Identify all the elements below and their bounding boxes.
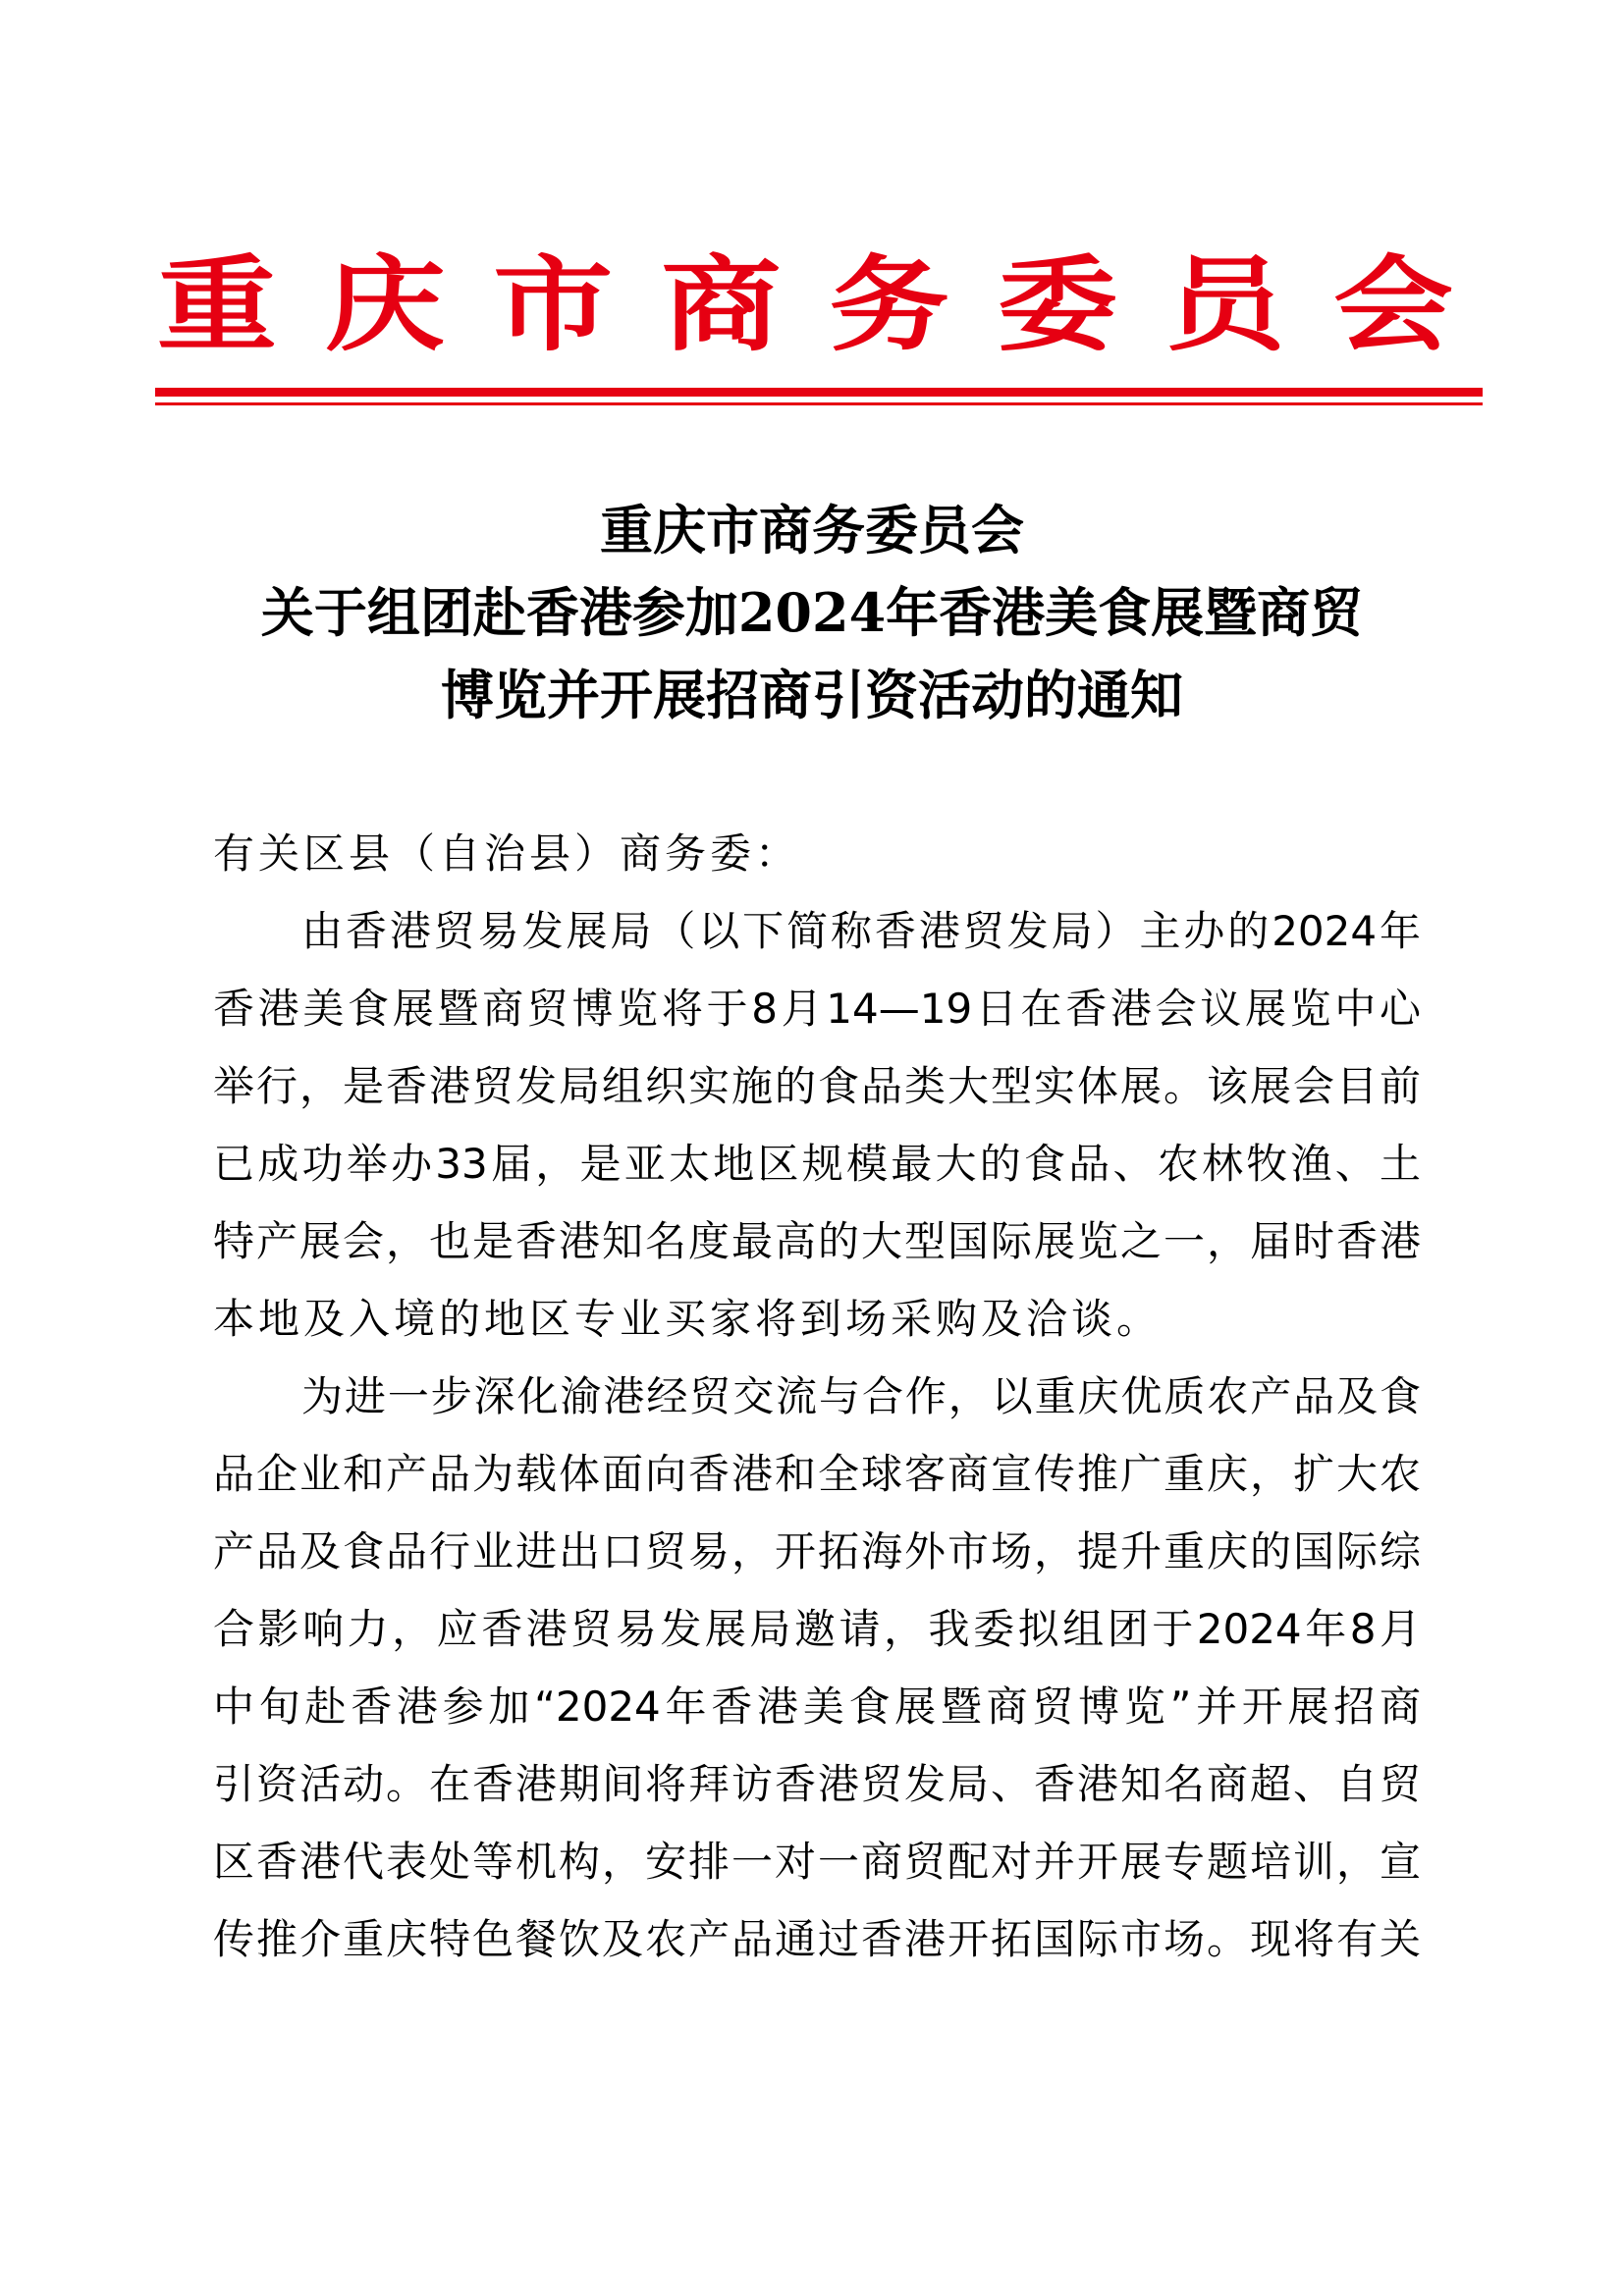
title-line: 博览并开展招商引资活动的通知 (441, 664, 1183, 726)
letterhead-char: 商 (661, 243, 782, 365)
paragraph-line: 品企业和产品为载体面向香港和全球客商宣传推广重庆，扩大农 (213, 1450, 1421, 1498)
paragraph-line: 合影响力，应香港贸易发展局邀请，我委拟组团于2024年8月 (213, 1605, 1421, 1653)
paragraph-line: 为进一步深化渝港经贸交流与合作，以重庆优质农产品及食 (301, 1372, 1421, 1420)
letterhead-char: 庆 (325, 243, 446, 365)
letterhead (157, 226, 1453, 383)
title-line: 重庆市商务委员会 (600, 499, 1024, 561)
document-body (213, 815, 1421, 1978)
paragraph-line: 香港美食展暨商贸博览将于8月14—19日在香港会议展览中心 (213, 985, 1421, 1033)
letterhead-char: 员 (1164, 243, 1285, 365)
letterhead-char: 市 (493, 243, 614, 365)
paragraph-line: 举行，是香港贸发局组织实施的食品类大型实体展。该展会目前 (213, 1062, 1421, 1110)
letterhead-char: 重 (157, 243, 277, 365)
document-title (157, 489, 1467, 736)
letterhead-char: 会 (1332, 243, 1453, 365)
paragraph-line: 中旬赴香港参加“2024年香港美食展暨商贸博览”并开展招商 (213, 1682, 1421, 1731)
paragraph-line: 传推介重庆特色餐饮及农产品通过香港开拓国际市场。现将有关 (213, 1915, 1421, 1963)
paragraph-2 (213, 1358, 1421, 1978)
paragraph-line: 由香港贸易发展局（以下简称香港贸发局）主办的2024年 (301, 907, 1421, 955)
salutation: 有关区县（自治县）商务委： (213, 829, 801, 878)
paragraph-line: 已成功举办33届，是亚太地区规模最大的食品、农林牧渔、土 (213, 1140, 1421, 1188)
title-line: 关于组团赴香港参加2024年香港美食展暨商贸 (260, 581, 1364, 644)
paragraph-1 (213, 892, 1421, 1358)
letterhead-rule-thin (155, 402, 1483, 405)
paragraph-line: 本地及入境的地区专业买家将到场采购及洽谈。 (213, 1295, 1163, 1343)
paragraph-line: 产品及食品行业进出口贸易，开拓海外市场，提升重庆的国际综 (213, 1527, 1421, 1575)
paragraph-line: 特产展会，也是香港知名度最高的大型国际展览之一，届时香港 (213, 1217, 1421, 1265)
paragraph-line: 区香港代表处等机构，安排一对一商贸配对并开展专题培训，宣 (213, 1838, 1421, 1886)
letterhead-char: 务 (829, 243, 949, 365)
letterhead-rule-thick (155, 388, 1483, 397)
paragraph-line: 引资活动。在香港期间将拜访香港贸发局、香港知名商超、自贸 (213, 1760, 1421, 1808)
letterhead-char: 委 (997, 243, 1117, 365)
